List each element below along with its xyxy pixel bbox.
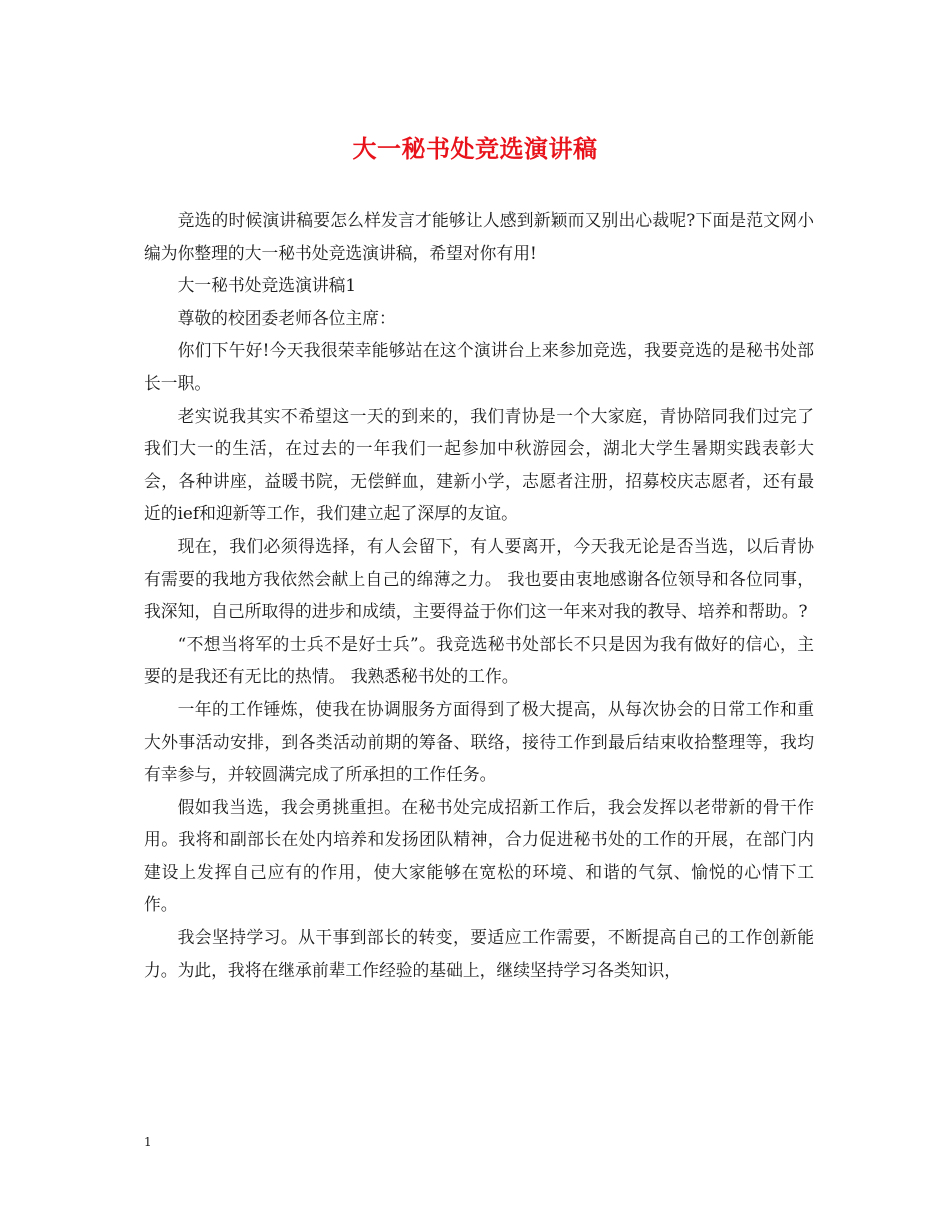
paragraph-training: 一年的工作锤炼，使我在协调服务方面得到了极大提高，从每次协会的日常工作和重大外事活动安排，到各类活动前期的筹备、联络，接待工作到最后结束收拾整理等，我均有幸参与，并较圆满完成了所承担的工作任务。: [144, 698, 814, 785]
paragraph-experience: 老实说我其实不希望这一天的到来的，我们青协是一个大家庭，青协陪同我们过完了我们大一的生活，在过去的一年我们一起参加中秋游园会，湖北大学生暑期实践表彰大会，各种讲座，益暖书院，无偿鲜血，建新小学，志愿者注册，招募校庆志愿者，还有最近的ief和迎新等工作，我们建立起了深厚的友谊。: [144, 405, 814, 524]
paragraph-learning: 我会坚持学习。从干事到部长的转变，要适应工作需要，不断提高自己的工作创新能力。为此，我将在继承前辈工作经验的基础上，继续坚持学习各类知识，: [144, 927, 814, 980]
paragraph-motivation: “不想当将军的士兵不是好士兵”。我竞选秘书处部长不只是因为我有做好的信心，主要的是我还有无比的热情。 我熟悉秘书处的工作。: [144, 633, 814, 687]
paragraph-greeting: 你们下午好!今天我很荣幸能够站在这个演讲台上来参加竞选，我要竞选的是秘书处部长一职。: [144, 340, 814, 393]
paragraph-heading-1: 大一秘书处竞选演讲稿1: [177, 275, 357, 296]
document-body: [144, 204, 814, 986]
document-title: 大一秘书处竞选演讲稿: [352, 134, 598, 163]
page-number: 1: [144, 1135, 152, 1149]
paragraph-plan: 假如我当选，我会勇挑重担。在秘书处完成招新工作后，我会发挥以老带新的骨干作用。我将和副部长在处内培养和发扬团队精神，合力促进秘书处的工作的开展，在部门内建设上发挥自己应有的作用，使大家能够在宽松的环境、和谐的气氛、愉悦的心情下工作。: [144, 796, 814, 915]
paragraph-gratitude: 现在，我们必须得选择，有人会留下，有人要离开，今天我无论是否当选，以后青协有需要的我地方我依然会献上自己的绵薄之力。 我也要由衷地感谢各位领导和各位同事，我深知，自己所取得的进步和成绩，主要得益于你们这一年来对我的教导、培养和帮助。?: [144, 535, 814, 622]
paragraph-salutation: 尊敬的校团委老师各位主席：: [177, 307, 396, 328]
paragraph-intro: 竞选的时候演讲稿要怎么样发言才能够让人感到新颖而又别出心裁呢?下面是范文网小编为你整理的大一秘书处竞选演讲稿，希望对你有用!: [144, 210, 814, 263]
